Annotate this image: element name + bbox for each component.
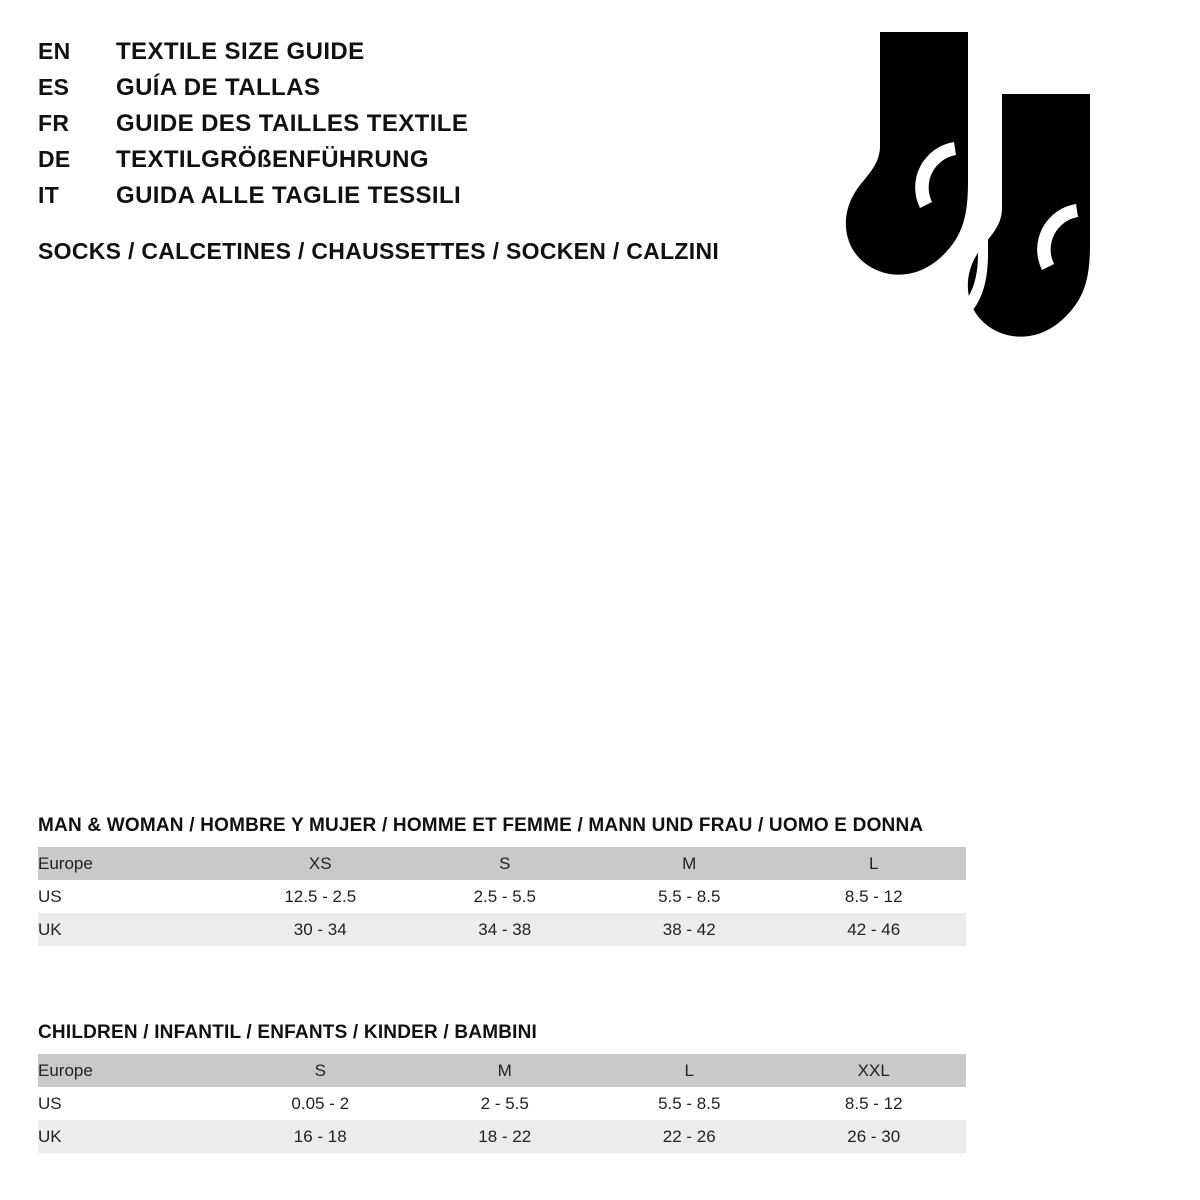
row-label: Europe	[38, 1054, 228, 1087]
row-label: UK	[38, 1120, 228, 1153]
row-label: UK	[38, 913, 228, 946]
cell-value: 34 - 38	[413, 913, 598, 946]
cell-value: 38 - 42	[597, 913, 782, 946]
children-section-title: CHILDREN / INFANTIL / ENFANTS / KINDER / BAMBINI	[38, 1022, 538, 1043]
cell-value: 26 - 30	[782, 1120, 967, 1153]
cell-value: S	[228, 1054, 413, 1087]
language-title: TEXTILE SIZE GUIDE	[116, 38, 365, 65]
table-row	[38, 847, 966, 880]
cell-value: M	[413, 1054, 598, 1087]
table-row	[38, 1087, 966, 1120]
row-label: US	[38, 1087, 228, 1120]
cell-value: 18 - 22	[413, 1120, 598, 1153]
row-label: US	[38, 880, 228, 913]
cell-value: L	[597, 1054, 782, 1087]
cell-value: 16 - 18	[228, 1120, 413, 1153]
adults-size-section	[38, 815, 966, 946]
cell-value: M	[597, 847, 782, 880]
language-code: EN	[38, 38, 71, 64]
cell-value: 30 - 34	[228, 913, 413, 946]
socks-illustration	[802, 22, 1122, 352]
cell-value: 42 - 46	[782, 913, 967, 946]
cell-value: S	[413, 847, 598, 880]
language-code: FR	[38, 110, 70, 136]
cell-value: 2.5 - 5.5	[413, 880, 598, 913]
adults-size-table	[38, 847, 966, 946]
language-code: IT	[38, 182, 60, 208]
cell-value: 22 - 26	[597, 1120, 782, 1153]
language-title: TEXTILGRÖßENFÜHRUNG	[116, 146, 429, 173]
product-category-title: SOCKS / CALCETINES / CHAUSSETTES / SOCKEN / CALZINI	[38, 238, 720, 264]
language-code: DE	[38, 146, 71, 172]
cell-value: 12.5 - 2.5	[228, 880, 413, 913]
cell-value: 5.5 - 8.5	[597, 880, 782, 913]
adults-section-title: MAN & WOMAN / HOMBRE Y MUJER / HOMME ET FEMME / MANN UND FRAU / UOMO E DONNA	[38, 815, 924, 836]
cell-value: XXL	[782, 1054, 967, 1087]
row-label: Europe	[38, 847, 228, 880]
children-size-table	[38, 1054, 966, 1153]
table-row	[38, 1054, 966, 1087]
cell-value: 2 - 5.5	[413, 1087, 598, 1120]
table-row	[38, 880, 966, 913]
cell-value: 0.05 - 2	[228, 1087, 413, 1120]
cell-value: 8.5 - 12	[782, 880, 967, 913]
table-row	[38, 1120, 966, 1153]
language-code: ES	[38, 74, 70, 100]
cell-value: XS	[228, 847, 413, 880]
cell-value: 5.5 - 8.5	[597, 1087, 782, 1120]
language-title: GUÍA DE TALLAS	[116, 74, 321, 101]
cell-value: 8.5 - 12	[782, 1087, 967, 1120]
language-title: GUIDE DES TAILLES TEXTILE	[116, 110, 469, 137]
children-size-section	[38, 1022, 966, 1153]
cell-value: L	[782, 847, 967, 880]
language-title: GUIDA ALLE TAGLIE TESSILI	[116, 182, 462, 209]
table-row	[38, 913, 966, 946]
